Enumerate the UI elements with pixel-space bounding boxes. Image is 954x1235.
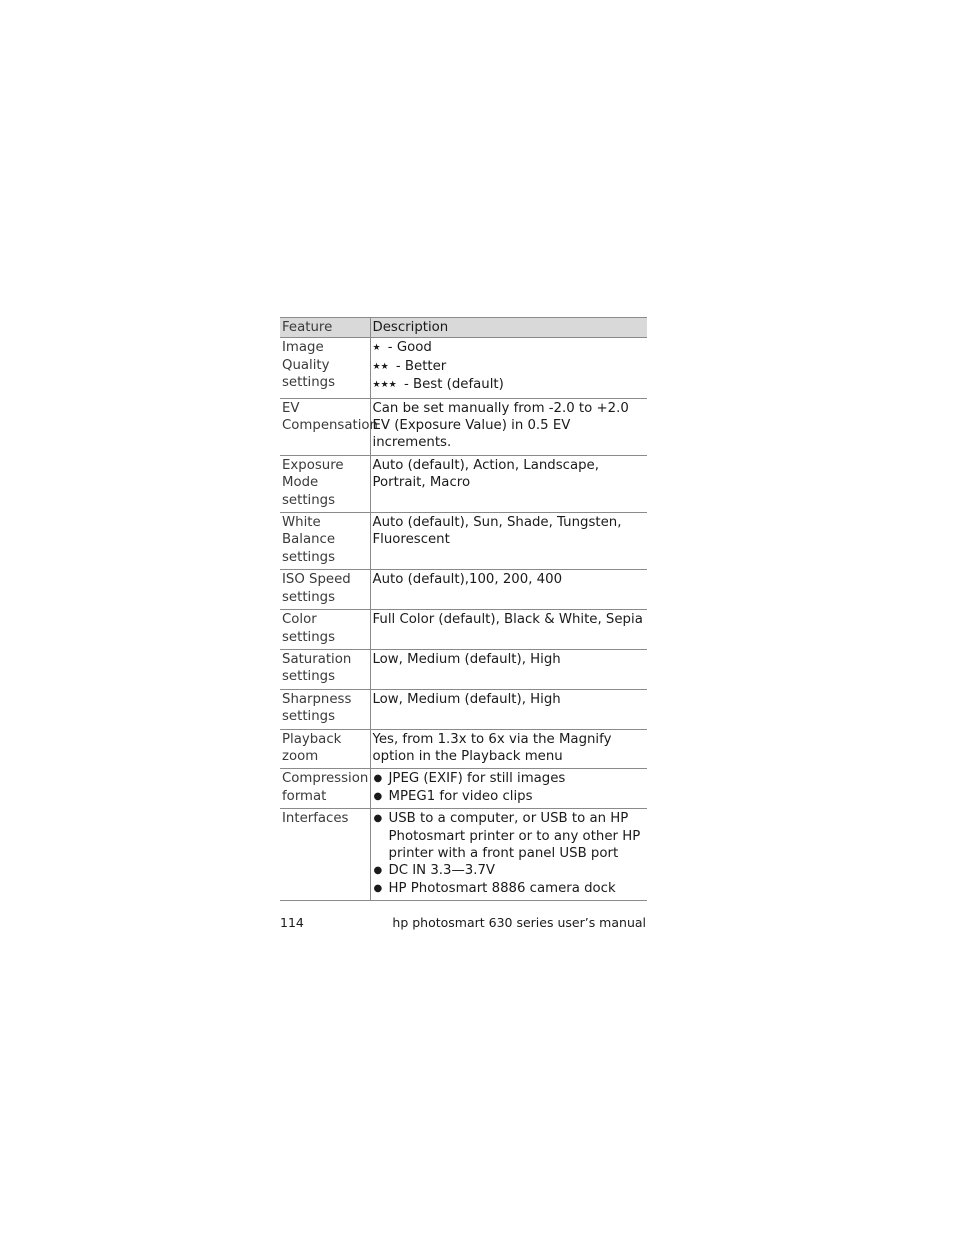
table-row [280, 649, 647, 689]
list-item: ● JPEG (EXIF) for still images [373, 771, 566, 787]
feature-cell: Playback zoom [280, 729, 370, 769]
description-cell: Auto (default), Sun, Shade, Tungsten, Fluorescent [370, 513, 647, 570]
table-header-row [280, 318, 647, 338]
table-row [280, 729, 647, 769]
list-item: ● DC IN 3.3—3.7V [373, 863, 496, 879]
list-item: ● USB to a computer, or USB to an HP Photosmart printer or to any other HP printer with a front panel USB port [373, 811, 641, 861]
table-row [280, 610, 647, 650]
bullet-list [373, 810, 646, 897]
feature-cell: EV Compensation [280, 398, 370, 455]
feature-cell: Saturation settings [280, 649, 370, 689]
table-row [280, 455, 647, 512]
description-cell: Auto (default), Action, Landscape, Portrait, Macro [370, 455, 647, 512]
description-cell [370, 769, 647, 809]
feature-cell: Exposure Mode settings [280, 455, 370, 512]
feature-cell: White Balance settings [280, 513, 370, 570]
quality-option: ★★ - Better [372, 358, 447, 374]
description-cell: Can be set manually from -2.0 to +2.0 EV (Exposure Value) in 0.5 EV increments. [370, 398, 647, 455]
description-cell: Low, Medium (default), High [370, 689, 647, 729]
list-item: ● HP Photosmart 8886 camera dock [373, 880, 616, 896]
table-row [280, 338, 647, 398]
bullet-icon: ● [373, 790, 383, 802]
list-item: ● MPEG1 for video clips [373, 788, 533, 804]
table-row [280, 398, 647, 455]
star-icon: ★★★ [372, 380, 397, 391]
description-cell [370, 809, 647, 901]
bullet-icon: ● [373, 882, 383, 894]
quality-option: ★ - Good [372, 340, 432, 356]
bullet-icon: ● [373, 865, 383, 877]
quality-option: ★★★ - Best (default) [372, 377, 504, 393]
feature-cell: Interfaces [280, 809, 370, 901]
description-cell: Auto (default),100, 200, 400 [370, 570, 647, 610]
bullet-icon: ● [373, 773, 383, 785]
specifications-table [280, 317, 647, 901]
star-icon: ★ [372, 343, 381, 354]
description-cell: Yes, from 1.3x to 6x via the Magnify option in the Playback menu [370, 729, 647, 769]
feature-cell: Sharpness settings [280, 689, 370, 729]
table-row [280, 809, 647, 901]
manual-title: hp photosmart 630 series user’s manual [392, 915, 646, 930]
column-header-description: Description [370, 318, 647, 338]
feature-cell: Color settings [280, 610, 370, 650]
feature-cell: ISO Speed settings [280, 570, 370, 610]
table-row [280, 513, 647, 570]
description-cell: Low, Medium (default), High [370, 649, 647, 689]
table-row [280, 570, 647, 610]
bullet-icon: ● [373, 813, 383, 825]
feature-cell: Image Quality settings [280, 338, 370, 398]
description-cell [370, 338, 647, 398]
feature-cell: Compression format [280, 769, 370, 809]
table-row [280, 689, 647, 729]
page-number: 114 [280, 915, 304, 930]
table-row [280, 769, 647, 809]
star-icon: ★★ [372, 361, 389, 372]
column-header-feature: Feature [280, 318, 370, 338]
bullet-list [373, 770, 646, 805]
description-cell: Full Color (default), Black & White, Sepia [370, 610, 647, 650]
